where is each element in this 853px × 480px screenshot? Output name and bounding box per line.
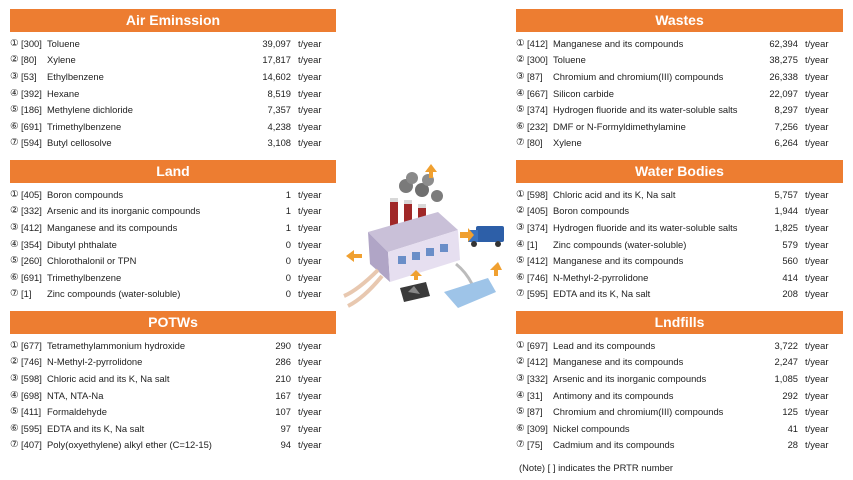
table-row: [10, 135, 336, 152]
substance-name: Nickel compounds: [553, 422, 630, 434]
substance-name: Manganese and its compounds: [47, 221, 178, 233]
row-number: ③: [516, 70, 525, 82]
substance-name: Boron compounds: [553, 205, 630, 217]
unit-label: t/year: [298, 389, 322, 401]
row-number: ⑥: [516, 271, 525, 283]
substance-name: Chromium and chromium(III) compounds: [553, 70, 724, 82]
panel-rows: [516, 186, 843, 302]
unit-label: t/year: [805, 422, 829, 434]
prtr-number: [186]: [21, 104, 42, 116]
substance-name: DMF or N-Formyldimethylamine: [553, 120, 686, 132]
prtr-number: [598]: [21, 372, 42, 384]
prtr-number: [746]: [21, 356, 42, 368]
row-number: ⑤: [516, 406, 525, 418]
row-number: ②: [10, 205, 19, 217]
substance-name: Dibutyl phthalate: [47, 238, 117, 250]
table-row: [516, 387, 843, 404]
release-amount: 3,722: [774, 339, 798, 351]
release-amount: 8,519: [267, 87, 291, 99]
row-number: ⑥: [10, 271, 19, 283]
substance-name: NTA, NTA-Na: [47, 389, 104, 401]
prtr-number: [374]: [527, 104, 548, 116]
row-number: ⑥: [516, 120, 525, 132]
unit-label: t/year: [298, 221, 322, 233]
table-row: [10, 354, 336, 371]
table-row: [516, 252, 843, 269]
unit-label: t/year: [805, 137, 829, 149]
substance-name: Cadmium and its compounds: [553, 439, 675, 451]
table-row: [10, 252, 336, 269]
table-row: [516, 236, 843, 253]
row-number: ④: [516, 238, 525, 250]
table-row: [10, 85, 336, 102]
release-amount: 125: [782, 406, 798, 418]
substance-name: Trimethylbenzene: [47, 271, 122, 283]
substance-name: Trimethylbenzene: [47, 120, 122, 132]
table-row: [10, 437, 336, 454]
unit-label: t/year: [298, 70, 322, 82]
row-number: ⑤: [10, 406, 19, 418]
table-row: [10, 420, 336, 437]
row-number: ⑤: [10, 104, 19, 116]
row-number: ③: [516, 221, 525, 233]
release-amount: 22,097: [769, 87, 798, 99]
row-number: ②: [516, 54, 525, 66]
panel-title: Air Eminssion: [10, 9, 336, 32]
release-amount: 2,247: [774, 356, 798, 368]
unit-label: t/year: [298, 137, 322, 149]
unit-label: t/year: [298, 372, 322, 384]
row-number: ②: [10, 54, 19, 66]
row-number: ④: [10, 238, 19, 250]
prtr-number: [300]: [527, 54, 548, 66]
release-amount: 1: [285, 221, 291, 233]
prtr-number: [87]: [527, 406, 543, 418]
release-amount: 94: [280, 439, 291, 451]
release-amount: 62,394: [769, 37, 798, 49]
release-amount: 560: [782, 255, 798, 267]
unit-label: t/year: [805, 87, 829, 99]
table-row: [10, 118, 336, 135]
prtr-number: [667]: [527, 87, 548, 99]
unit-label: t/year: [298, 271, 322, 283]
unit-label: t/year: [805, 339, 829, 351]
substance-name: Xylene: [47, 54, 76, 66]
unit-label: t/year: [298, 188, 322, 200]
prtr-number: [1]: [527, 238, 538, 250]
substance-name: Chloric acid and its K, Na salt: [553, 188, 676, 200]
release-amount: 290: [275, 339, 291, 351]
unit-label: t/year: [805, 271, 829, 283]
substance-name: Manganese and its compounds: [553, 255, 684, 267]
row-number: ⑦: [10, 137, 19, 149]
release-amount: 414: [782, 271, 798, 283]
unit-label: t/year: [298, 205, 322, 217]
substance-name: EDTA and its K, Na salt: [47, 422, 145, 434]
row-number: ②: [10, 356, 19, 368]
substance-name: Butyl cellosolve: [47, 137, 112, 149]
substance-name: Xylene: [553, 137, 582, 149]
unit-label: t/year: [298, 255, 322, 267]
table-row: [10, 337, 336, 354]
unit-label: t/year: [298, 104, 322, 116]
panel-title: Water Bodies: [516, 160, 843, 183]
prtr-number: [598]: [527, 188, 548, 200]
prtr-number: [412]: [527, 37, 548, 49]
release-amount: 286: [275, 356, 291, 368]
panel-title: Wastes: [516, 9, 843, 32]
row-number: ⑤: [516, 104, 525, 116]
unit-label: t/year: [805, 104, 829, 116]
prtr-number: [374]: [527, 221, 548, 233]
row-number: ⑥: [10, 120, 19, 132]
row-number: ①: [10, 188, 19, 200]
unit-label: t/year: [298, 37, 322, 49]
row-number: ①: [10, 339, 19, 351]
prtr-number: [595]: [527, 288, 548, 300]
prtr-number: [411]: [21, 406, 42, 418]
unit-label: t/year: [298, 120, 322, 132]
row-number: ①: [10, 37, 19, 49]
prtr-number: [332]: [21, 205, 42, 217]
release-amount: 8,297: [774, 104, 798, 116]
row-number: ①: [516, 188, 525, 200]
table-row: [10, 286, 336, 303]
table-row: [516, 354, 843, 371]
release-amount: 292: [782, 389, 798, 401]
panel-title: Lndfills: [516, 311, 843, 334]
row-number: ⑦: [10, 439, 19, 451]
unit-label: t/year: [805, 37, 829, 49]
release-amount: 4,238: [267, 120, 291, 132]
release-amount: 97: [280, 422, 291, 434]
release-amount: 208: [782, 288, 798, 300]
substance-name: Silicon carbide: [553, 87, 614, 99]
release-amount: 0: [285, 255, 291, 267]
wastes-panel: [516, 9, 843, 151]
prtr-number: [354]: [21, 238, 42, 250]
prtr-number: [691]: [21, 271, 42, 283]
prtr-number: [407]: [21, 439, 42, 451]
table-row: [516, 437, 843, 454]
prtr-number: [697]: [527, 339, 548, 351]
release-amount: 1,085: [774, 372, 798, 384]
release-amount: 6,264: [774, 137, 798, 149]
table-row: [516, 286, 843, 303]
substance-name: Tetramethylammonium hydroxide: [47, 339, 186, 351]
release-amount: 3,108: [267, 137, 291, 149]
substance-name: Chloric acid and its K, Na salt: [47, 372, 170, 384]
air-emission-panel: [10, 9, 336, 151]
unit-label: t/year: [805, 372, 829, 384]
release-amount: 1,825: [774, 221, 798, 233]
release-amount: 579: [782, 238, 798, 250]
row-number: ③: [10, 221, 19, 233]
table-row: [10, 52, 336, 69]
panel-title: POTWs: [10, 311, 336, 334]
table-row: [10, 35, 336, 52]
table-row: [10, 269, 336, 286]
land-panel: [10, 160, 336, 302]
unit-label: t/year: [298, 238, 322, 250]
prtr-number: [75]: [527, 439, 543, 451]
prtr-number: [260]: [21, 255, 42, 267]
prtr-number: [405]: [527, 205, 548, 217]
substance-name: Methylene dichloride: [47, 104, 133, 116]
substance-name: Boron compounds: [47, 188, 124, 200]
table-row: [10, 101, 336, 118]
prtr-number: [1]: [21, 288, 32, 300]
release-amount: 14,602: [262, 70, 291, 82]
table-row: [10, 403, 336, 420]
substance-name: Arsenic and its inorganic compounds: [47, 205, 201, 217]
row-number: ④: [516, 389, 525, 401]
prtr-number: [332]: [527, 372, 548, 384]
table-row: [10, 387, 336, 404]
table-row: [516, 68, 843, 85]
table-row: [10, 236, 336, 253]
row-number: ④: [10, 87, 19, 99]
release-amount: 1: [285, 205, 291, 217]
row-number: ④: [10, 389, 19, 401]
substance-name: Hydrogen fluoride and its water-soluble salts: [553, 221, 738, 233]
unit-label: t/year: [298, 439, 322, 451]
prtr-number: [405]: [21, 188, 42, 200]
prtr-number: [698]: [21, 389, 42, 401]
release-amount: 210: [275, 372, 291, 384]
potw-panel: [10, 311, 336, 453]
prtr-number: [412]: [527, 255, 548, 267]
row-number: ⑦: [10, 288, 19, 300]
release-amount: 28: [787, 439, 798, 451]
table-row: [516, 186, 843, 203]
unit-label: t/year: [805, 221, 829, 233]
row-number: ③: [516, 372, 525, 384]
unit-label: t/year: [298, 422, 322, 434]
substance-name: Poly(oxyethylene) alkyl ether (C=12-15): [47, 439, 212, 451]
unit-label: t/year: [298, 288, 322, 300]
release-amount: 39,097: [262, 37, 291, 49]
row-number: ⑥: [10, 422, 19, 434]
row-number: ⑤: [516, 255, 525, 267]
unit-label: t/year: [805, 255, 829, 267]
prtr-number: [677]: [21, 339, 42, 351]
table-row: [516, 370, 843, 387]
row-number: ⑦: [516, 137, 525, 149]
prtr-number: [31]: [527, 389, 543, 401]
unit-label: t/year: [298, 87, 322, 99]
substance-name: EDTA and its K, Na salt: [553, 288, 651, 300]
row-number: ⑤: [10, 255, 19, 267]
substance-name: Toluene: [553, 54, 586, 66]
table-row: [516, 135, 843, 152]
release-amount: 26,338: [769, 70, 798, 82]
substance-name: Zinc compounds (water-soluble): [47, 288, 181, 300]
substance-name: Formaldehyde: [47, 406, 107, 418]
unit-label: t/year: [298, 54, 322, 66]
unit-label: t/year: [805, 389, 829, 401]
table-row: [516, 403, 843, 420]
release-amount: 7,357: [267, 104, 291, 116]
row-number: ⑦: [516, 288, 525, 300]
release-amount: 107: [275, 406, 291, 418]
prtr-number: [80]: [21, 54, 37, 66]
table-row: [516, 101, 843, 118]
substance-name: Antimony and its compounds: [553, 389, 674, 401]
prtr-number: [412]: [527, 356, 548, 368]
substance-name: Chromium and chromium(III) compounds: [553, 406, 724, 418]
unit-label: t/year: [805, 356, 829, 368]
row-number: ③: [10, 372, 19, 384]
row-number: ③: [10, 70, 19, 82]
prtr-note: (Note) [ ] indicates the PRTR number: [519, 462, 674, 473]
substance-name: Manganese and its compounds: [553, 37, 684, 49]
table-row: [516, 420, 843, 437]
unit-label: t/year: [805, 439, 829, 451]
prtr-number: [746]: [527, 271, 548, 283]
unit-label: t/year: [805, 205, 829, 217]
unit-label: t/year: [805, 120, 829, 132]
prtr-number: [87]: [527, 70, 543, 82]
unit-label: t/year: [805, 54, 829, 66]
substance-name: Hydrogen fluoride and its water-soluble salts: [553, 104, 738, 116]
substance-name: Ethylbenzene: [47, 70, 104, 82]
unit-label: t/year: [298, 339, 322, 351]
prtr-number: [412]: [21, 221, 42, 233]
row-number: ④: [516, 87, 525, 99]
release-amount: 5,757: [774, 188, 798, 200]
table-row: [516, 35, 843, 52]
prtr-number: [691]: [21, 120, 42, 132]
water-bodies-panel: [516, 160, 843, 302]
substance-name: Manganese and its compounds: [553, 356, 684, 368]
unit-label: t/year: [805, 238, 829, 250]
release-amount: 1,944: [774, 205, 798, 217]
panel-rows: [10, 186, 336, 302]
substance-name: Hexane: [47, 87, 80, 99]
release-amount: 1: [285, 188, 291, 200]
table-row: [516, 85, 843, 102]
prtr-number: [300]: [21, 37, 42, 49]
release-amount: 0: [285, 271, 291, 283]
substance-name: Arsenic and its inorganic compounds: [553, 372, 707, 384]
substance-name: N-Methyl-2-pyrrolidone: [47, 356, 143, 368]
panel-rows: [516, 35, 843, 151]
table-row: [516, 203, 843, 220]
prtr-number: [80]: [527, 137, 543, 149]
prtr-number: [392]: [21, 87, 42, 99]
prtr-number: [53]: [21, 70, 37, 82]
table-row: [10, 186, 336, 203]
substance-name: N-Methyl-2-pyrrolidone: [553, 271, 649, 283]
row-number: ①: [516, 339, 525, 351]
release-amount: 167: [275, 389, 291, 401]
table-row: [516, 269, 843, 286]
table-row: [10, 219, 336, 236]
unit-label: t/year: [805, 70, 829, 82]
unit-label: t/year: [805, 406, 829, 418]
row-number: ⑥: [516, 422, 525, 434]
row-number: ②: [516, 356, 525, 368]
panel-rows: [10, 337, 336, 453]
landfills-panel: [516, 311, 843, 453]
table-row: [516, 337, 843, 354]
prtr-number: [232]: [527, 120, 548, 132]
unit-label: t/year: [805, 188, 829, 200]
prtr-number: [309]: [527, 422, 548, 434]
table-row: [516, 118, 843, 135]
row-number: ②: [516, 205, 525, 217]
unit-label: t/year: [298, 406, 322, 418]
table-row: [10, 68, 336, 85]
release-amount: 0: [285, 288, 291, 300]
factory-icon: [338, 160, 514, 320]
substance-name: Zinc compounds (water-soluble): [553, 238, 687, 250]
release-amount: 0: [285, 238, 291, 250]
release-amount: 17,817: [262, 54, 291, 66]
panel-rows: [10, 35, 336, 151]
table-row: [10, 203, 336, 220]
table-row: [10, 370, 336, 387]
prtr-number: [595]: [21, 422, 42, 434]
substance-name: Lead and its compounds: [553, 339, 656, 351]
substance-name: Chlorothalonil or TPN: [47, 255, 137, 267]
unit-label: t/year: [805, 288, 829, 300]
substance-name: Toluene: [47, 37, 80, 49]
table-row: [516, 219, 843, 236]
panel-rows: [516, 337, 843, 453]
unit-label: t/year: [298, 356, 322, 368]
table-row: [516, 52, 843, 69]
prtr-number: [594]: [21, 137, 42, 149]
release-amount: 41: [787, 422, 798, 434]
release-amount: 7,256: [774, 120, 798, 132]
panel-title: Land: [10, 160, 336, 183]
row-number: ⑦: [516, 439, 525, 451]
release-amount: 38,275: [769, 54, 798, 66]
row-number: ①: [516, 37, 525, 49]
